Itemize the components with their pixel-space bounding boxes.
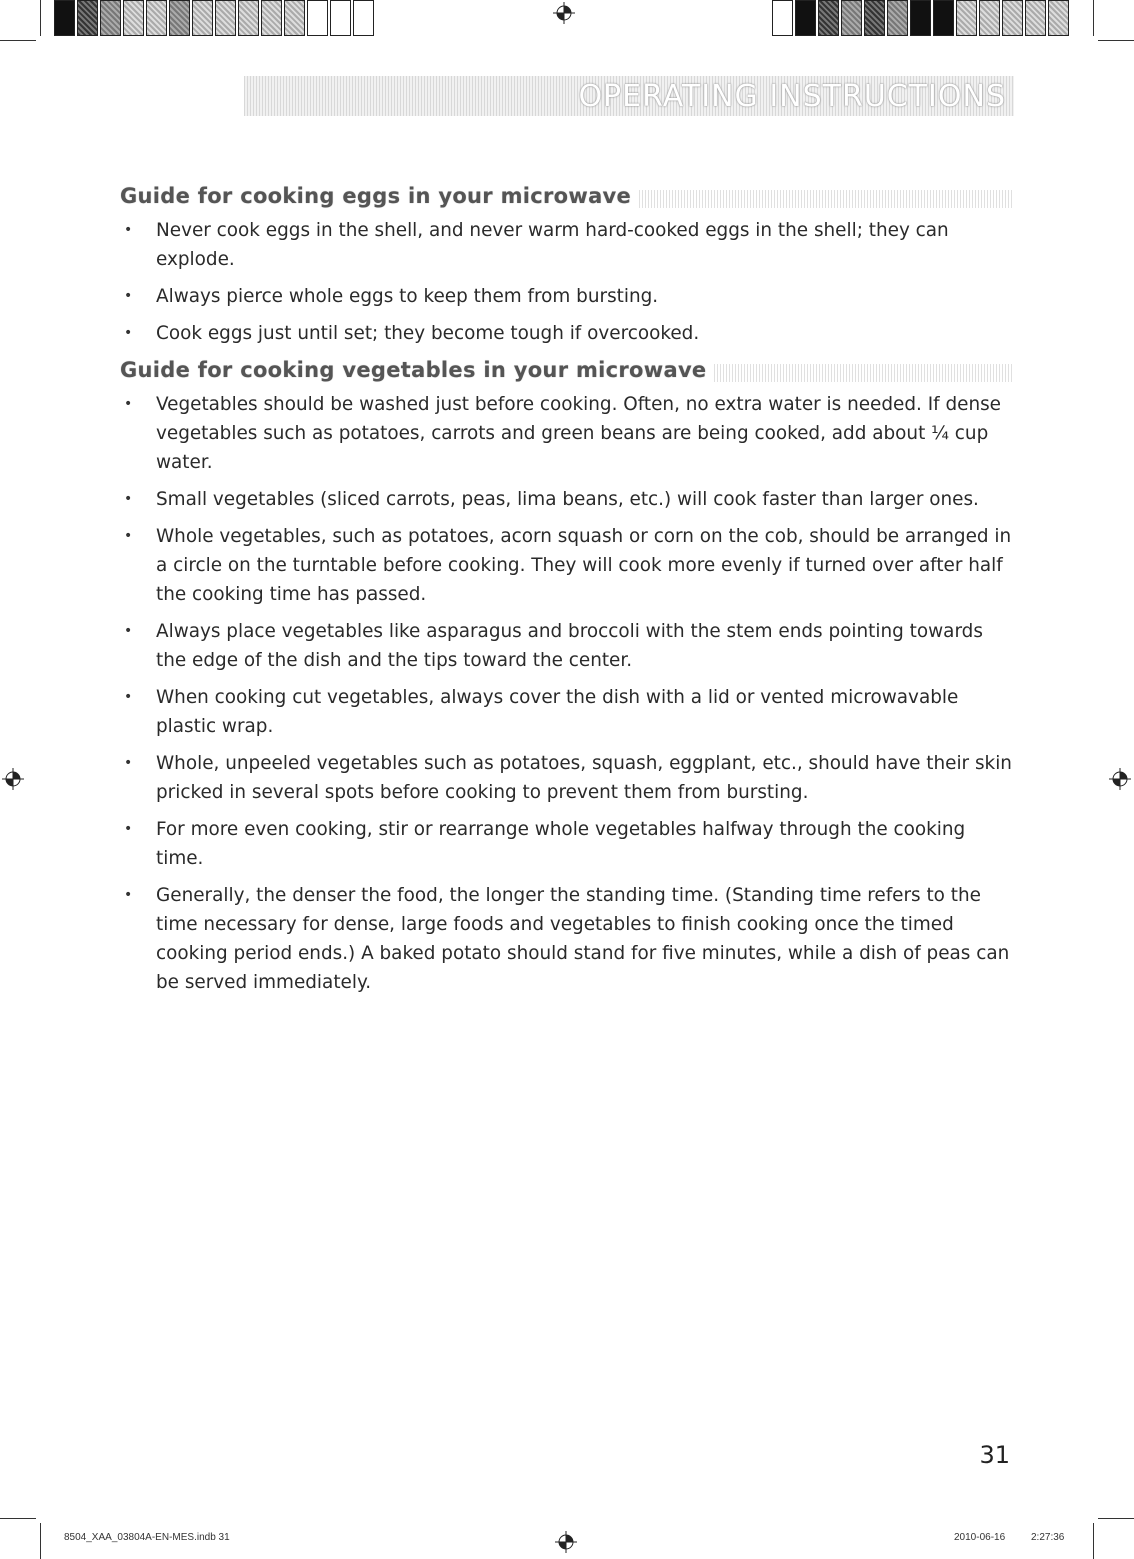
registration-target-icon [553,2,575,24]
list-item: • Never cook eggs in the shell, and never warm hard-cooked eggs in the shell; they can explode. [120,216,1014,274]
list-item: • Small vegetables (sliced carrots, peas, lima beans, etc.) will cook faster than larger ones. [120,485,1014,514]
crop-mark-bottom-left-h [0,1518,36,1519]
crop-mark-top-right-v [1093,0,1094,36]
crop-mark-bottom-right-h [1098,1518,1134,1519]
crop-mark-top-left-h [0,40,36,41]
registration-target-icon [1109,768,1131,790]
list-item: • Generally, the denser the food, the longer the standing time. (Standing time refers to the time necessary for dense, large foods and vegetables to finish cooking once the timed cooking period ends.) A baked potato should stand for five minutes, while a dish of peas can be served immediately. [120,881,1014,997]
crop-mark-top-left-v [40,0,41,36]
list-item: • Whole vegetables, such as potatoes, acorn squash or corn on the cob, should be arranged in a circle on the turntable before cooking. They will cook more evenly if turned over after half the cooking time has passed. [120,522,1014,609]
list-item: • Cook eggs just until set; they become tough if overcooked. [120,319,1014,348]
page-header-title: OPERATING INSTRUCTIONS [578,79,1006,114]
registration-target-icon [2,768,24,790]
section-title: Guide for cooking eggs in your microwave [120,184,637,208]
list-item: • When cooking cut vegetables, always cover the dish with a lid or vented microwavable plastic wrap. [120,683,1014,741]
color-registration-bar-left [54,0,376,36]
slug-time: 2:27:36 [1031,1532,1065,1543]
crop-mark-bottom-right-v [1093,1523,1094,1559]
list-item: • Whole, unpeeled vegetables such as potatoes, squash, eggplant, etc., should have their skin pricked in several spots before cooking to prevent them from bursting. [120,749,1014,807]
slug-file: 8504_XAA_03804A-EN-MES.indb 31 [64,1532,230,1543]
color-registration-bar-right [772,0,1071,36]
list-item: • For more even cooking, stir or rearrange whole vegetables halfway through the cooking time. [120,815,1014,873]
page-number: 31 [979,1441,1010,1469]
crop-mark-top-right-h [1098,40,1134,41]
slug-date: 2010-06-16 [954,1532,1006,1543]
section-header-band [244,76,1014,116]
section-title: Guide for cooking vegetables in your microwave [120,358,712,382]
list-item: • Always pierce whole eggs to keep them from bursting. [120,282,1014,311]
bullet-list-vegetables [120,390,1014,997]
list-item: • Vegetables should be washed just before cooking. Often, no extra water is needed. If dense vegetables such as potatoes, carrots and green beans are being cooked, add about ¼ cup water. [120,390,1014,477]
section-heading-vegetables [120,358,1014,388]
main-content [120,184,1014,1007]
crop-mark-bottom-left-v [40,1523,41,1559]
bullet-list-eggs [120,216,1014,348]
registration-target-icon [555,1531,577,1553]
section-heading-eggs [120,184,1014,214]
list-item: • Always place vegetables like asparagus and broccoli with the stem ends pointing towards the edge of the dish and the tips toward the center. [120,617,1014,675]
